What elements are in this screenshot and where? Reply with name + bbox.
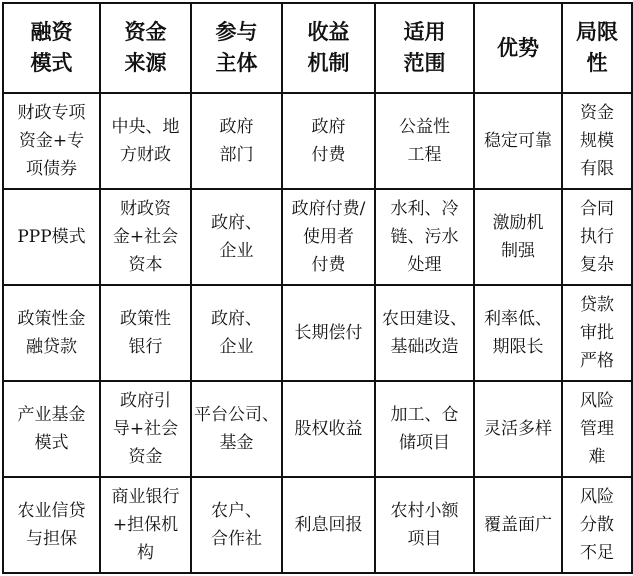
- table-cell: 财政资 金+社会 资本: [100, 189, 191, 285]
- table-cell: 政府 付费: [282, 93, 375, 189]
- table-row: [3, 285, 632, 381]
- table-cell: 灵活多样: [474, 381, 562, 477]
- table-cell: 政府引 导+社会 资金: [100, 381, 191, 477]
- table-cell: 财政专项 资金+专 项债券: [3, 93, 100, 189]
- table-row: [3, 93, 632, 189]
- table-cell: 稳定可靠: [474, 93, 562, 189]
- table-cell: 平台公司、 基金: [191, 381, 282, 477]
- table-cell: 农业信贷 与担保: [3, 477, 100, 573]
- table-cell: 农田建设、 基础改造: [375, 285, 474, 381]
- table-row: [3, 381, 632, 477]
- table-cell: 利率低、 期限长: [474, 285, 562, 381]
- header-scope: 适用 范围: [375, 3, 474, 93]
- table-cell: 农村小额 项目: [375, 477, 474, 573]
- table-cell: 政策性 银行: [100, 285, 191, 381]
- table-cell: 加工、仓 储项目: [375, 381, 474, 477]
- header-fund-source: 资金 来源: [100, 3, 191, 93]
- table-cell: 水利、冷 链、污水 处理: [375, 189, 474, 285]
- header-return-mechanism: 收益 机制: [282, 3, 375, 93]
- table-cell: 政府、 企业: [191, 189, 282, 285]
- table-cell: 股权收益: [282, 381, 375, 477]
- table-cell: 风险 分散 不足: [562, 477, 632, 573]
- table-cell: PPP模式: [3, 189, 100, 285]
- table-cell: 激励机 制强: [474, 189, 562, 285]
- table-cell: 中央、地 方财政: [100, 93, 191, 189]
- table-cell: 风险 管理 难: [562, 381, 632, 477]
- table-cell: 覆盖面广: [474, 477, 562, 573]
- table-row: [3, 189, 632, 285]
- table-cell: 政府、 企业: [191, 285, 282, 381]
- table-cell: 合同 执行 复杂: [562, 189, 632, 285]
- header-advantages: 优势: [474, 3, 562, 93]
- header-financing-mode: 融资 模式: [3, 3, 100, 93]
- table-cell: 政府 部门: [191, 93, 282, 189]
- table-row: [3, 477, 632, 573]
- table-cell: 长期偿付: [282, 285, 375, 381]
- table-cell: 商业银行 +担保机 构: [100, 477, 191, 573]
- table-cell: 贷款 审批 严格: [562, 285, 632, 381]
- header-participants: 参与 主体: [191, 3, 282, 93]
- table-cell: 农户、 合作社: [191, 477, 282, 573]
- header-limitations: 局限 性: [562, 3, 632, 93]
- table-cell: 资金 规模 有限: [562, 93, 632, 189]
- table-header-row: [3, 3, 632, 93]
- table-cell: 产业基金 模式: [3, 381, 100, 477]
- table-cell: 政府付费/ 使用者 付费: [282, 189, 375, 285]
- table-cell: 利息回报: [282, 477, 375, 573]
- table-cell: 公益性 工程: [375, 93, 474, 189]
- table-cell: 政策性金 融贷款: [3, 285, 100, 381]
- financing-modes-table: [2, 2, 633, 574]
